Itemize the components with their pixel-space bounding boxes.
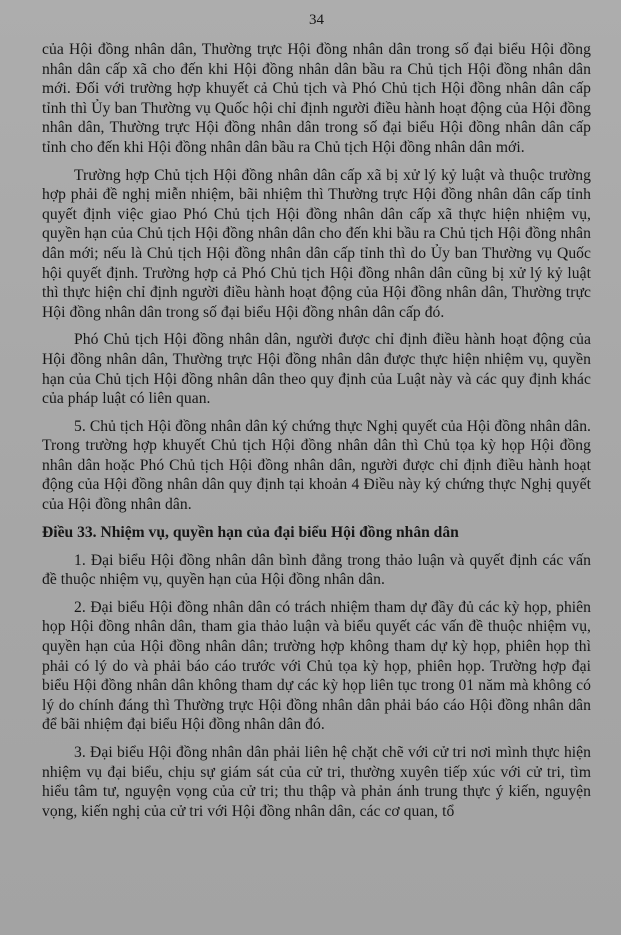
article-33-heading: Điều 33. Nhiệm vụ, quyền hạn của đại biểu Hội đồng nhân dân xyxy=(42,523,459,541)
article-33-clause-3: 3. Đại biểu Hội đồng nhân dân phải liên hệ chặt chẽ với cử tri nơi mình thực hiện nhiệm vụ đại biểu, chịu sự giám sát của cử tri, thường xuyên tiếp xúc với cử tri, tìm hiểu tâm tư, nguyện vọng của cử tri; thu thập và phản ánh trung thực ý kiến, nguyện vọng, kiến nghị của cử tri với Hội đồng nhân dân, các cơ quan, tổ xyxy=(42,744,591,820)
article-33-clause-1: 1. Đại biểu Hội đồng nhân dân bình đẳng trong thảo luận và quyết định các vấn đề thuộc nhiệm vụ, quyền hạn của Hội đồng nhân dân. xyxy=(42,551,591,589)
page-number: 34 xyxy=(309,12,324,28)
paragraph-continued: của Hội đồng nhân dân, Thường trực Hội đồng nhân dân trong số đại biểu Hội đồng nhân dân cấp xã cho đến khi Hội đồng nhân dân bầu ra Chủ tịch Hội đồng nhân dân mới. Đối với trường hợp khuyết cả Chủ tịch và Phó Chủ tịch Hội đồng nhân dân cấp tỉnh thì Ủy ban Thường vụ Quốc hội chỉ định người điều hành hoạt động của Hội đồng nhân dân, Thường trực Hội đồng nhân dân trong số đại biểu Hội đồng nhân dân cấp tỉnh cho đến khi Hội đồng nhân dân bầu ra Chủ tịch Hội đồng nhân dân mới. xyxy=(42,41,591,156)
paragraph-vice-chairman-powers: Phó Chủ tịch Hội đồng nhân dân, người được chỉ định điều hành hoạt động của Hội đồng nhân dân, Thường trực Hội đồng nhân dân được thực hiện nhiệm vụ, quyền hạn của Chủ tịch Hội đồng nhân dân theo quy định của Luật này và các quy định khác của pháp luật có liên quan. xyxy=(42,331,591,408)
paragraph-clause-5: 5. Chủ tịch Hội đồng nhân dân ký chứng thực Nghị quyết của Hội đồng nhân dân. Trong trường hợp khuyết Chủ tịch Hội đồng nhân dân thì Chủ tọa kỳ họp Hội đồng nhân dân hoặc Phó Chủ tịch Hội đồng nhân dân, người được chỉ định điều hành hoạt động của Hội đồng nhân dân quy định tại khoản 4 Điều này ký chứng thực Nghị quyết của Hội đồng nhân dân. xyxy=(42,417,591,514)
article-33-clause-2: 2. Đại biểu Hội đồng nhân dân có trách nhiệm tham dự đầy đủ các kỳ họp, phiên họp Hội đồng nhân dân, tham gia thảo luận và biểu quyết các vấn đề thuộc nhiệm vụ, quyền hạn của Hội đồng nhân dân; trường hợp không tham dự kỳ họp, phiên họp thì phải có lý do và phải báo cáo trước với Chủ tọa kỳ họp, phiên họp. Trường hợp đại biểu Hội đồng nhân dân không tham dự các kỳ họp liên tục trong 01 năm mà không có lý do chính đáng thì Thường trực Hội đồng nhân dân phải báo cáo Hội đồng nhân dân để bãi nhiệm đại biểu Hội đồng nhân dân đó. xyxy=(42,598,591,734)
paragraph-dismissal-case: Trường hợp Chủ tịch Hội đồng nhân dân cấp xã bị xử lý kỷ luật và thuộc trường hợp phải đề nghị miễn nhiệm, bãi nhiệm thì Thường trực Hội đồng nhân dân cấp tỉnh quyết định việc giao Phó Chủ tịch Hội đồng nhân dân cấp xã thực hiện nhiệm vụ, quyền hạn của Chủ tịch Hội đồng nhân dân cho đến khi bầu ra Chủ tịch Hội đồng nhân dân mới; nếu là Chủ tịch Hội đồng nhân dân cấp tỉnh thì do Ủy ban Thường vụ Quốc hội quyết định. Trường hợp cả Phó Chủ tịch Hội đồng nhân dân cũng bị xử lý kỷ luật thì thực hiện chỉ định người điều hành hoạt động của Hội đồng nhân dân, Thường trực Hội đồng nhân dân trong số đại biểu Hội đồng nhân dân cấp đó. xyxy=(42,166,591,321)
